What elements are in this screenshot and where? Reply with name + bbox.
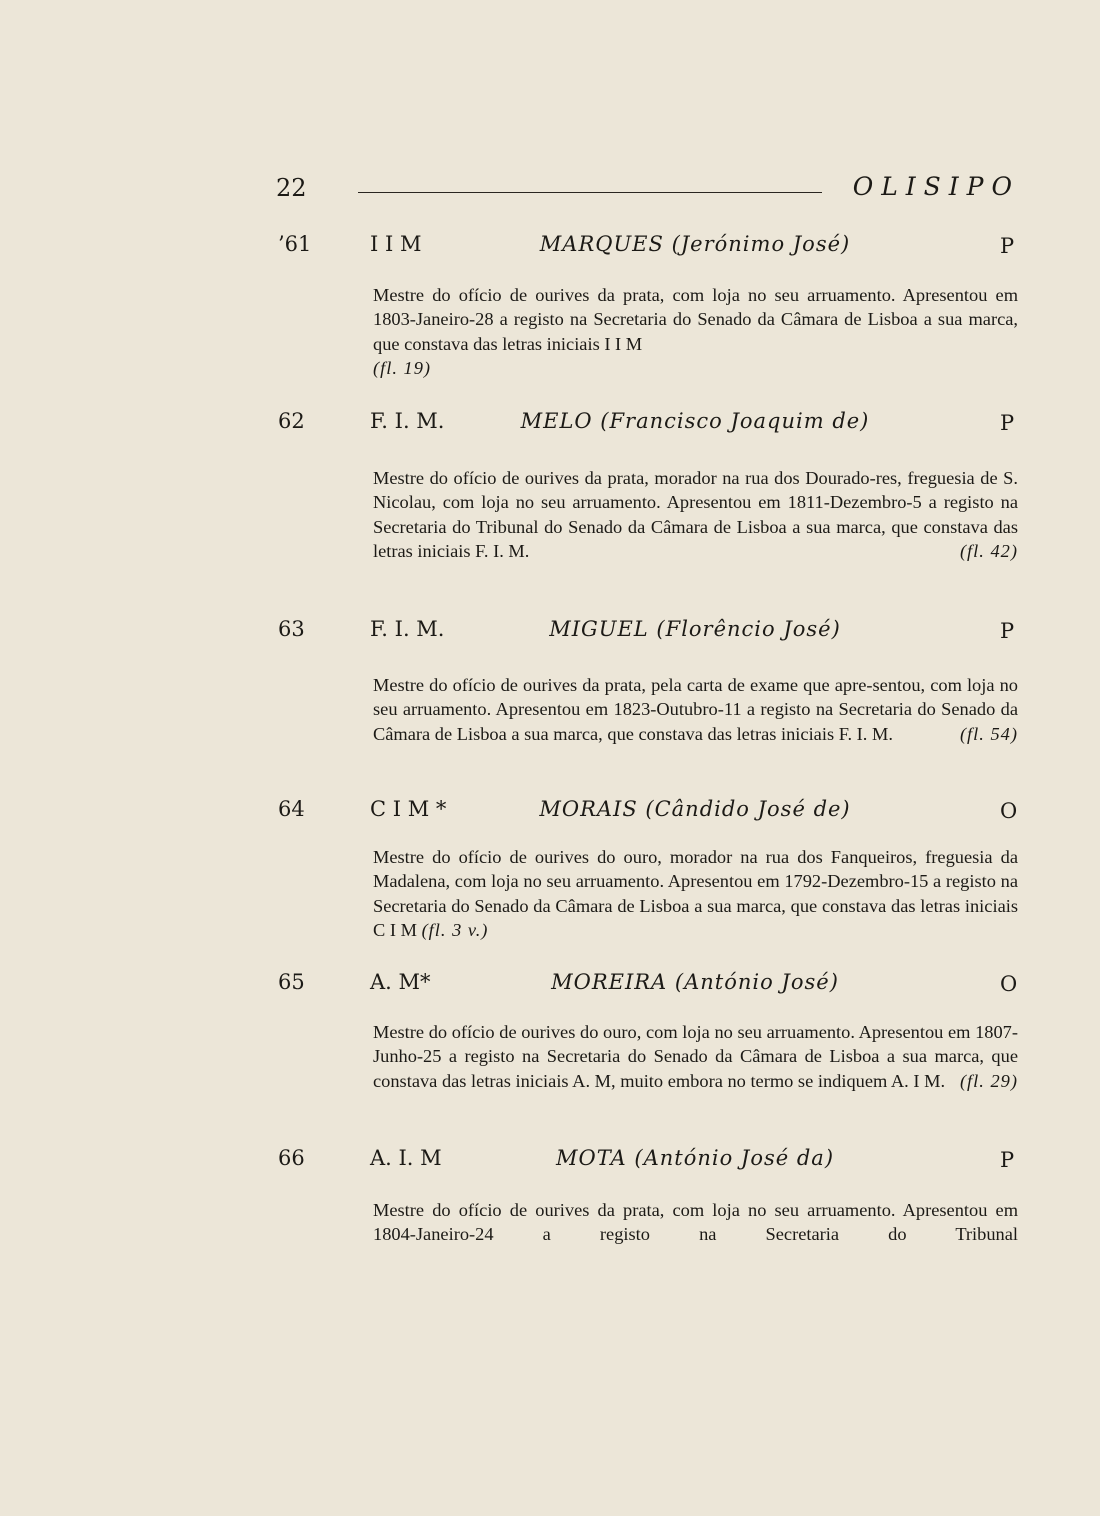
entry-metal: O: [1000, 799, 1018, 823]
entry-text-block: [373, 466, 1018, 563]
entry-name: MARQUES (Jerónimo José): [539, 232, 851, 256]
page-number: 22: [276, 174, 307, 202]
entry-name: MOREIRA (António José): [551, 970, 839, 994]
entry-64: [0, 797, 1100, 940]
entry-text-block: [373, 1198, 1018, 1247]
entry-name: MIGUEL (Florêncio José): [549, 617, 841, 641]
header-rule: [358, 192, 822, 193]
entry-mark: A. M*: [370, 970, 431, 994]
entry-text-block: [373, 1020, 1018, 1093]
entry-name: MOTA (António José da): [555, 1146, 835, 1170]
entry-heading: [0, 232, 1100, 266]
entry-number: 62: [278, 409, 305, 433]
entry-62: [0, 409, 1100, 561]
entry-number: 65: [278, 970, 305, 994]
entry-number: 66: [278, 1146, 305, 1170]
entry-text-block: [373, 673, 1018, 746]
entry-metal: O: [1000, 972, 1018, 996]
entry-61: [0, 232, 1100, 378]
entry-text: Mestre do ofício de ourives do ouro, com loja no seu arruamento. Apresentou em 1807-Junho-25 a registo na Secretaria do Senado da Câmara de Lisboa a sua marca, que constava das letras iniciais A. M, muito embora no termo se indiquem A. I M.: [373, 1022, 1018, 1091]
entry-mark: F. I. M.: [370, 617, 445, 641]
entry-reference: (fl. 54): [959, 723, 1018, 744]
entry-text: Mestre do ofício de ourives da prata, com loja no seu arruamento. Apresentou em 1804-Janeiro-24 a registo na Secretaria do Tribunal: [373, 1200, 1018, 1245]
running-title: OLISIPO: [852, 172, 1020, 201]
entry-reference: (fl. 29): [959, 1070, 1018, 1091]
entry-text: Mestre do ofício de ourives do ouro, morador na rua dos Fanqueiros, freguesia da Madalena, com loja no seu arruamento. Apresentou em 1792-Dezembro-15 a registo na Secretaria do Senado da Câmara de Lisboa a sua marca, que constava das letras iniciais C I M: [373, 847, 1018, 940]
entry-text: Mestre do ofício de ourives da prata, pela carta de exame que apre-sentou, com loja no seu arruamento. Apresentou em 1823-Outubro-11 a registo na Secretaria do Senado da Câmara de Lisboa a sua marca, que constava das letras iniciais F. I. M.: [373, 675, 1018, 744]
entry-metal: P: [1000, 234, 1015, 258]
entry-number: 63: [278, 617, 305, 641]
entry-heading: [0, 617, 1100, 651]
entry-metal: P: [1000, 1148, 1015, 1172]
entry-text-block: [373, 283, 1018, 380]
entry-name: MORAIS (Cândido José de): [539, 797, 851, 821]
entry-heading: [0, 409, 1100, 443]
entry-mark: A. I. M: [370, 1146, 442, 1170]
entry-mark: C I M *: [370, 797, 447, 821]
entry-reference: (fl. 42): [959, 540, 1018, 561]
entry-text-block: [373, 845, 1018, 942]
entry-metal: P: [1000, 619, 1015, 643]
entry-metal: P: [1000, 411, 1015, 435]
entry-number: 64: [278, 797, 305, 821]
entry-name: MELO (Francisco Joaquim de): [520, 409, 870, 433]
entry-65: [0, 970, 1100, 1091]
page-header: [276, 172, 1020, 208]
entry-66: [0, 1146, 1100, 1245]
entry-text: Mestre do ofício de ourives da prata, morador na rua dos Dourado-res, freguesia de S. Nicolau, com loja no seu arruamento. Apresentou em 1811-Dezembro-5 a registo na Secretaria do Tribunal do Senado da Câmara de Lisboa a sua marca, que constava das letras iniciais F. I. M.: [373, 468, 1018, 561]
entry-reference: (fl. 19): [373, 357, 432, 378]
entry-63: [0, 617, 1100, 744]
entry-heading: [0, 797, 1100, 831]
entry-text: Mestre do ofício de ourives da prata, com loja no seu arruamento. Apresentou em 1803-Janeiro-28 a registo na Secretaria do Senado da Câmara de Lisboa a sua marca, que constava das letras iniciais I I M: [373, 285, 1018, 354]
entry-mark: F. I. M.: [370, 409, 445, 433]
entry-mark: I I M: [370, 232, 422, 256]
entry-reference: (fl. 3 v.): [421, 919, 489, 940]
entry-heading: [0, 1146, 1100, 1180]
entry-heading: [0, 970, 1100, 1004]
entry-number: ’61: [278, 232, 312, 256]
